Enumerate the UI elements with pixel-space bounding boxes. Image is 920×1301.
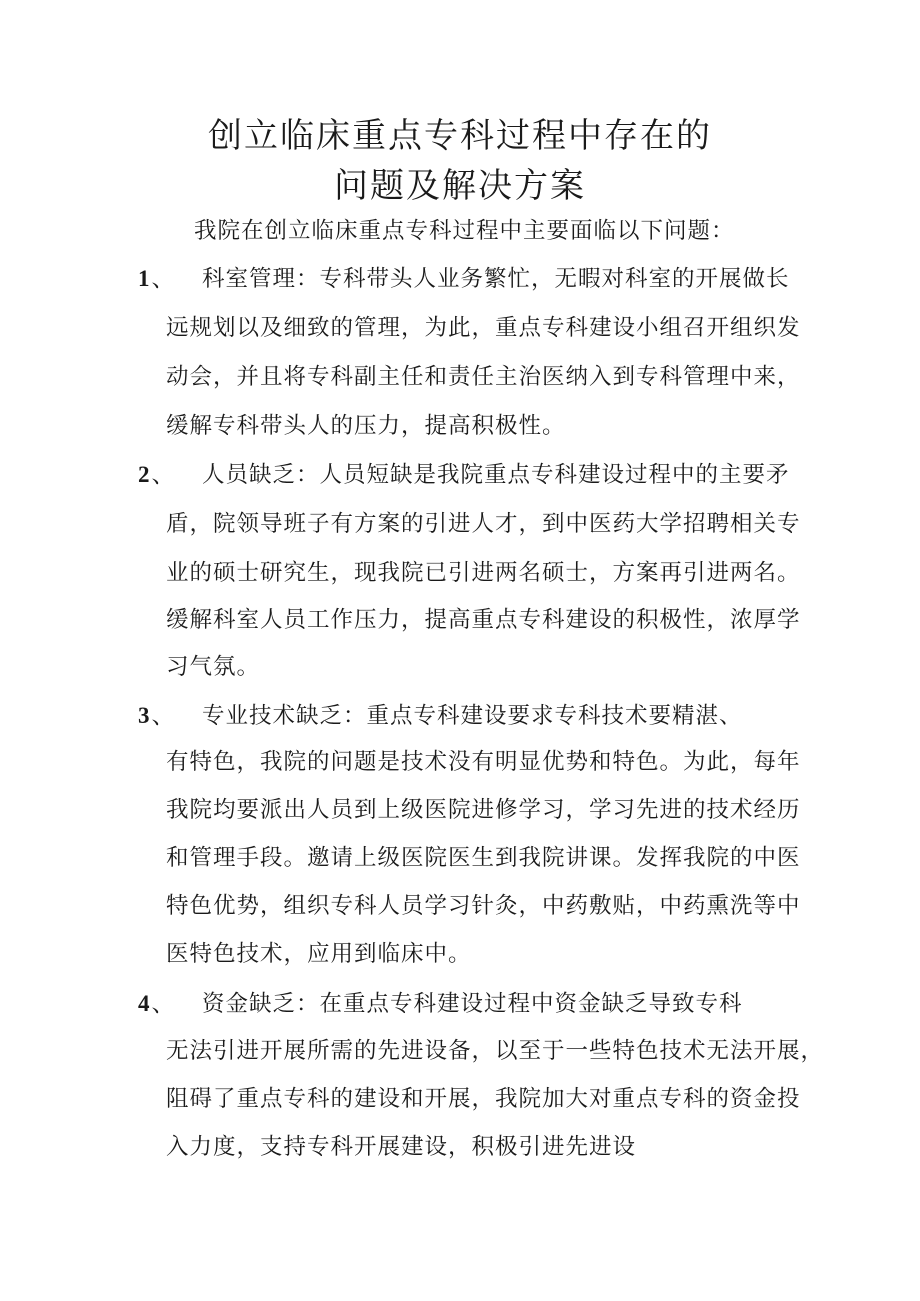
item-4-heading-line: 资金缺乏：在重点专科建设过程中资金缺乏导致专科 [202, 991, 743, 1017]
item-1-heading-line: 科室管理：专科带头人业务繁忙，无暇对科室的开展做长 [202, 266, 790, 292]
intro-paragraph: 我院在创立临床重点专科过程中主要面临以下问题： [194, 218, 735, 244]
item-4-line: 无法引进开展所需的先进设备，以至于一些特色技术无法开展， [166, 1038, 825, 1064]
item-2-line: 盾，院领导班子有方案的引进人才，到中医药大学招聘相关专 [166, 511, 801, 537]
item-1-number: 1、 [138, 266, 175, 291]
item-2-heading-line: 人员缺乏：人员短缺是我院重点专科建设过程中的主要矛 [202, 462, 790, 488]
item-3-number: 3、 [138, 703, 175, 728]
item-4-line: 阻碍了重点专科的建设和开展，我院加大对重点专科的资金投 [166, 1086, 801, 1112]
document-title-line-1: 创立临床重点专科过程中存在的 [208, 116, 712, 156]
item-4-number: 4、 [138, 991, 175, 1016]
item-3-line: 特色优势，组织专科人员学习针灸，中药敷贴，中药熏洗等中 [166, 893, 801, 919]
item-3-line: 有特色，我院的问题是技术没有明显优势和特色。为此，每年 [166, 749, 801, 775]
item-3-line: 医特色技术，应用到临床中。 [166, 941, 472, 967]
item-1-line: 缓解专科带头人的压力，提高积极性。 [166, 413, 566, 439]
item-3-line: 和管理手段。邀请上级医院医生到我院讲课。发挥我院的中医 [166, 845, 801, 871]
item-3-heading-line: 专业技术缺乏：重点专科建设要求专科技术要精湛、 [202, 703, 743, 729]
item-2-number: 2、 [138, 462, 175, 487]
document-title-line-2: 问题及解决方案 [334, 166, 586, 206]
item-4-line: 入力度，支持专科开展建设，积极引进先进设 [166, 1134, 637, 1160]
item-2-line: 习气氛。 [166, 654, 261, 680]
item-2-line: 业的硕士研究生，现我院已引进两名硕士，方案再引进两名。 [166, 560, 801, 586]
item-1-line: 远规划以及细致的管理，为此，重点专科建设小组召开组织发 [166, 315, 801, 341]
item-2-line: 缓解科室人员工作压力，提高重点专科建设的积极性，浓厚学 [166, 607, 801, 633]
item-3-line: 我院均要派出人员到上级医院进修学习，学习先进的技术经历 [166, 797, 801, 823]
item-1-line: 动会，并且将专科副主任和责任主治医纳入到专科管理中来， [166, 364, 801, 390]
